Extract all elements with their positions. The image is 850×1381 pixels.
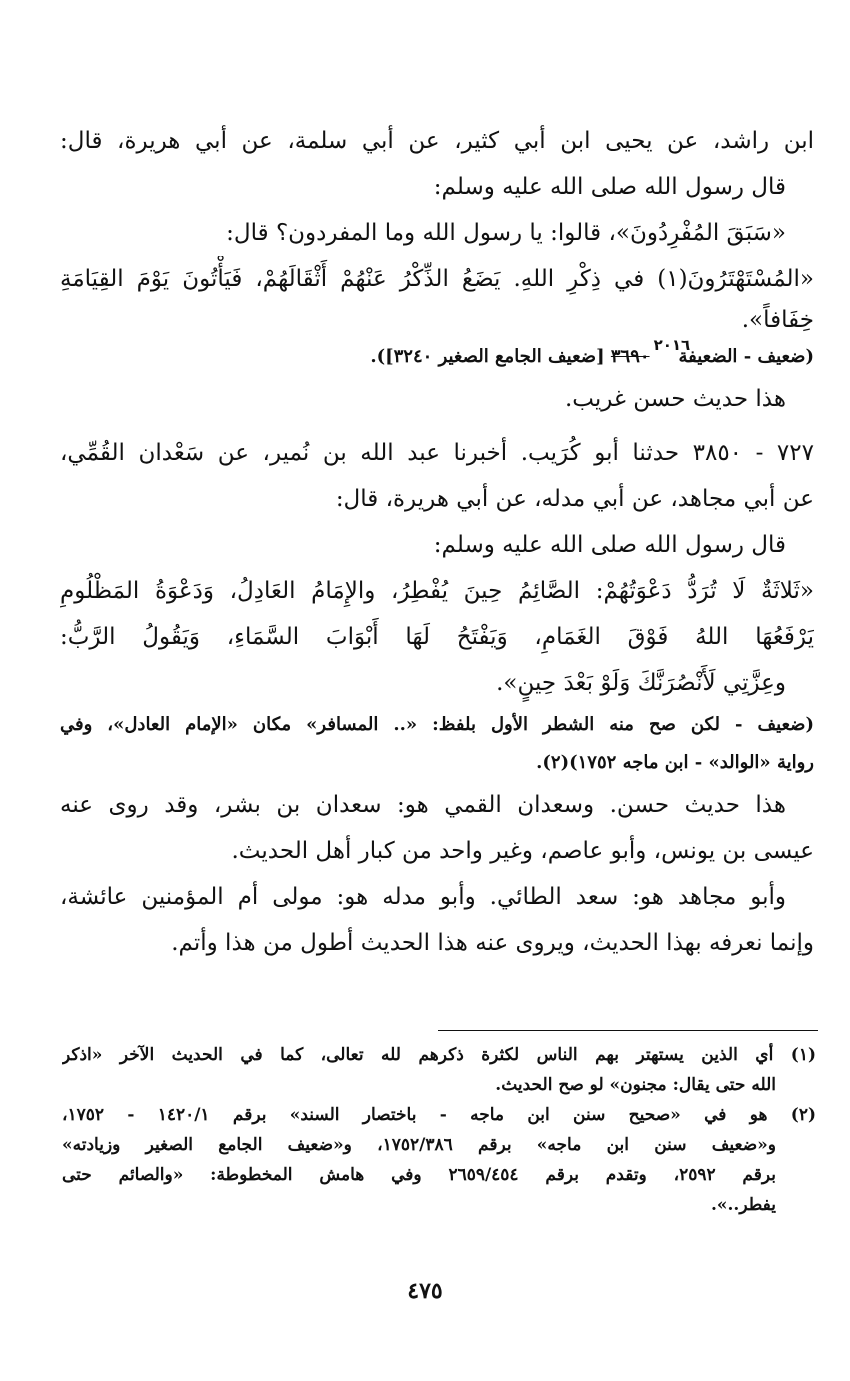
text-line: خِفَافاً».: [741, 307, 814, 333]
footnote-line: (٢) هو في «صحيح سنن ابن ماجه - باختصار السند» برقم ١٤٢٠/١ - ١٧٥٢،: [62, 1105, 816, 1125]
text-line: «المُسْتَهْتَرُونَ(١) في ذِكْرِ اللهِ. يَضَعُ الذِّكْرُ عَنْهُمْ أَثْقَالَهُمْ، فَيَأْتُونَ يَوْمَ القِيَامَةِ: [60, 266, 814, 292]
text-line: وعِزَّتِي لَأَنْصُرَنَّكَ وَلَوْ بَعْدَ حِينٍ».: [496, 670, 786, 696]
handwritten-number: ٢٠١٦: [653, 338, 691, 354]
footnote-line: (١) أي الذين يستهتر بهم الناس لكثرة ذكرهم لله تعالى، كما في الحديث الآخر «اذكر: [62, 1045, 816, 1065]
text-line: وإنما نعرفه بهذا الحديث، ويروى عنه هذا الحديث أطول من هذا وأتم.: [171, 930, 814, 956]
text-line: عن أبي مجاهد، عن أبي مدله، عن أبي هريرة، قال:: [335, 486, 814, 512]
footnote-line: برقم ٢٥٩٢، وتقدم برقم ٢٦٥٩/٤٥٤ وفي هامش المخطوطة: «والصائم حتى: [62, 1165, 776, 1185]
footnote-line: يفطر..».: [710, 1195, 776, 1215]
footnote-separator: [438, 1030, 818, 1031]
grading-line: [60, 338, 814, 376]
footnote-line: و«ضعيف سنن ابن ماجه» برقم ١٧٥٢/٣٨٦، و«ضعيف الجامع الصغير وزيادته»: [62, 1135, 776, 1155]
text-line: قال رسول الله صلى الله عليه وسلم:: [433, 174, 786, 200]
main-text: [60, 118, 814, 966]
text-line: «سَبَقَ المُفْرِدُونَ»، قالوا: يا رسول الله وما المفردون؟ قال:: [226, 220, 786, 246]
grading-line-2b: رواية «الوالد» - ابن ماجه ١٧٥٢)(٢).: [536, 752, 814, 773]
grading-prefix: (ضعيف - الضعيفة: [678, 346, 814, 367]
page-number: ٤٧٥: [407, 1278, 443, 1304]
text-line: ابن راشد، عن يحيى ابن أبي كثير، عن أبي سلمة، عن أبي هريرة، قال:: [60, 128, 814, 154]
text-line: يَرْفَعُهَا اللهُ فَوْقَ الغَمَامِ، وَيَفْتَحُ لَهَا أَبْوَابَ السَّمَاءِ، وَيَقُولُ الرَّبُّ:: [60, 624, 814, 650]
grading-suffix: [ضعيف الجامع الصغير ٣٢٤٠]).: [370, 346, 605, 367]
text-line: «ثَلاثَةٌ لَا تُرَدُّ دَعْوَتُهُمْ: الصَّائِمُ حِينَ يُفْطِرُ، والإِمَامُ العَادِلُ، وَدَعْوَةُ المَظْلُومِ: [60, 578, 814, 604]
hadith-number-line: ٧٢٧ - ٣٨٥٠ حدثنا أبو كُرَيب. أخبرنا عبد الله بن نُمير، عن سَعْدان القُمِّي،: [60, 440, 814, 466]
struck-number: ٣٦٩٠: [610, 346, 650, 367]
text-line: قال رسول الله صلى الله عليه وسلم:: [433, 532, 786, 558]
text-line: هذا حديث حسن. وسعدان القمي هو: سعدان بن بشر، وقد روى عنه: [60, 792, 786, 818]
footnotes: [62, 1040, 816, 1220]
grading-line-2: (ضعيف - لكن صح منه الشطر الأول بلفظ: «.. المسافر» مكان «الإمام العادل»، وفي: [60, 714, 814, 735]
text-line: وأبو مجاهد هو: سعد الطائي. وأبو مدله هو: مولى أم المؤمنين عائشة،: [60, 884, 786, 910]
footnote-line: الله حتى يقال: مجنون» لو صح الحديث.: [495, 1075, 776, 1095]
text-line: هذا حديث حسن غريب.: [564, 386, 786, 412]
text-line: عيسى بن يونس، وأبو عاصم، وغير واحد من كبار أهل الحديث.: [231, 838, 814, 864]
